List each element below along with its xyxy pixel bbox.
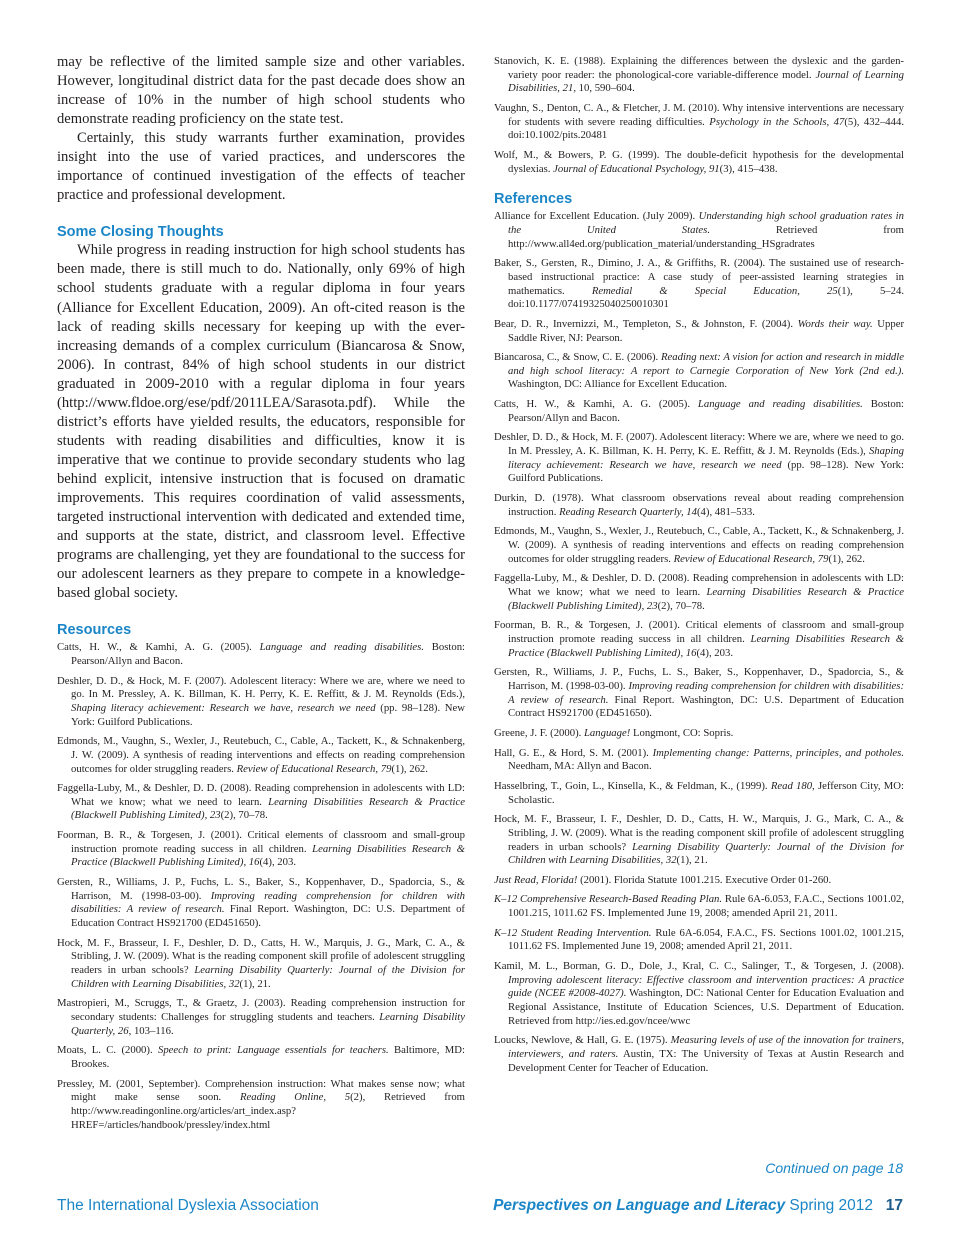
ref-text: Alliance for Excellent Education. (July 2009).: [494, 210, 699, 223]
reference-entry: [494, 351, 904, 392]
footer-organization: The International Dyslexia Association: [57, 1197, 319, 1214]
reference-entry: [494, 102, 904, 143]
ref-details: (pp. 98–128). New York: Guilford Publications.: [71, 701, 465, 728]
resources-heading: Resources: [57, 622, 132, 639]
ref-text: Greene, J. F. (2000).: [494, 726, 584, 739]
ref-title: Remedial & Special Education, 25: [591, 284, 838, 297]
ref-text: Faggella-Luby, M., & Deshler, D. D. (2008). Reading comprehension in adolescents with LD: What we know; what we need to learn.: [494, 572, 904, 598]
ref-details: Rule 6A-6.053, F.A.C., Sections 1001.02, 1001.215, 1011.62 FS. Implemented June 19, 2008; amended April 21, 2011.: [508, 893, 904, 920]
resource-entry: [57, 641, 465, 668]
reference-entry: [494, 927, 904, 954]
closing-thoughts-heading: Some Closing Thoughts: [57, 224, 224, 241]
reference-entry: [494, 149, 904, 176]
ref-title: Learning Disability Quarterly: Journal of the Division for Children with Learning Disabilities, 32: [508, 840, 904, 867]
ref-text: Foorman, B. R., & Torgesen, J. (2001). Critical elements of classroom and small-group instruction promote reading success in all children.: [494, 619, 904, 645]
reference-entry: [494, 257, 904, 312]
ref-title: Understanding high school graduation rates in the United States.: [508, 210, 904, 236]
reference-entry: [494, 572, 904, 613]
ref-details: 10, 590–604.: [576, 82, 635, 95]
references-list: [494, 210, 904, 1075]
reference-entry: [494, 727, 904, 741]
ref-details: (1), 262.: [828, 552, 865, 565]
ref-text: Hock, M. F., Brasseur, I. F., Deshler, D. D., Catts, H. W., Marquis, J. G., Mark, C. A., & Stribling, J. W. (2009). What is the reading component skill profile of adolescent struggling readers in urban schools?: [57, 936, 465, 977]
ref-details: Washington, DC: Alliance for Excellent Education.: [508, 378, 728, 391]
reference-entry: [494, 747, 904, 774]
reference-entry: [494, 525, 904, 566]
ref-details: Final Report. Washington, DC: U.S. Department of Education Contract HS921700 (ED451650).: [508, 693, 904, 720]
ref-title: Improving reading comprehension for children with disabilities: A review of research.: [508, 679, 904, 706]
page-footer: [57, 1197, 903, 1219]
ref-title: Reading next: A vision for action and research in middle and high school literacy: A report to Carnegie Corporation of New York (2nd ed.).: [508, 351, 904, 377]
ref-details: Baltimore, MD: Brookes.: [71, 1044, 465, 1070]
ref-details: Boston: Pearson/Allyn and Bacon.: [508, 398, 905, 424]
ref-text: Edmonds, M., Vaughn, S., Wexler, J., Reutebuch, C., Cable, A., Tackett, K., & Schnakenberg, J. W. (2009). A synthesis of reading interventions and effects on reading comprehension outcomes for older struggling readers.: [57, 735, 465, 775]
references-heading: References: [494, 191, 573, 208]
resource-entry: [57, 937, 465, 992]
footer-issue: Spring 2012: [789, 1197, 873, 1214]
right-column: [494, 53, 904, 1081]
ref-details: (5), 432–444. doi:10.1002/pits.20481: [508, 115, 904, 142]
ref-text: Gersten, R., Williams, J. P., Fuchs, L. S., Baker, S., Koppenhaver, D., Spadorcia, S., & Harrison, M. (1998-03-00).: [57, 876, 465, 902]
ref-title: Learning Disability Quarterly, 26: [71, 1011, 465, 1037]
resources-list: [57, 641, 465, 1132]
ref-title: Words their way.: [797, 317, 873, 330]
reference-entry: [494, 318, 904, 345]
ref-details: (2001). Florida Statute 1001.215. Executive Order 01-260.: [577, 873, 832, 886]
ref-text: Vaughn, S., Denton, C. A., & Fletcher, J. M. (2010). Why intensive interventions are necessary for students with severe reading difficulties.: [494, 101, 904, 128]
ref-title: Learning Disabilities Research & Practice (Blackwell Publishing Limited), 16: [71, 842, 465, 869]
ref-title: Implementing change: Patterns, principles, and potholes.: [652, 746, 904, 759]
continued-link[interactable]: Continued on page 18: [765, 1160, 903, 1176]
ref-details: , 103–116.: [128, 1024, 174, 1037]
ref-title: Shaping literacy achievement: Research we have, research we need: [508, 445, 904, 471]
ref-text: Baker, S., Gersten, R., Dimino, J. A., & Griffiths, R. (2004). The sustained use of research-based instructional practice: A case study of peer-assisted learning strategies in mathematics.: [494, 257, 904, 297]
ref-details: Rule 6A-6.054, F.A.C., FS. Sections 1001.02, 1001.215, 1011.62 FS. Implemented June 19, 2008; amended April 21, 2011.: [508, 926, 904, 953]
reference-entry: [494, 893, 904, 920]
reference-entry: [494, 960, 904, 1028]
ref-text: Stanovich, K. E. (1988). Explaining the differences between the dyslexic and the garden-variety poor reader: the phonological-core variable-difference model.: [494, 55, 904, 81]
ref-title: Psychology in the Schools, 47: [709, 115, 845, 128]
ref-details: Boston: Pearson/Allyn and Bacon.: [71, 641, 466, 667]
ref-text: Faggella-Luby, M., & Deshler, D. D. (2008). Reading comprehension in adolescents with LD: What we know; what we need to learn.: [57, 782, 465, 808]
ref-details: Final Report. Washington, DC: U.S. Department of Education Contract HS921700 (ED451650).: [71, 903, 465, 930]
ref-text: Bear, D. R., Invernizzi, M., Templeton, S., & Johnston, F. (2004).: [494, 317, 798, 330]
left-column: [57, 53, 465, 1138]
ref-title: K–12 Student Reading Intervention.: [494, 926, 652, 939]
ref-details: (1), 21.: [239, 977, 271, 990]
ref-text: Hasselbring, T., Goin, L., Kinsella, K., & Feldman, K., (1999).: [494, 779, 771, 792]
reference-entry: [494, 780, 904, 807]
reference-entry: [494, 619, 904, 660]
continued-references-list: [494, 55, 904, 176]
resource-entry: [57, 1044, 465, 1071]
closing-thoughts-paragraph: While progress in reading instruction for high school students has been made, there is still much to do. Nationally, only 69% of high school students graduate with a regular diploma in four years (Alliance for Excellent Education, 2009). An oft-cited reason is the lack of reading skills necessary for keeping up with the ever-increasing demands of a complex curriculum (Biancarosa & Snow, 2006). In contrast, 84% of high school students in our district graduated in 2009-2010 with a regular diploma in four years (http://www.fldoe.org/ese/pdf/2011LEA/Sarasota.pdf). While the district’s efforts have yielded results, the educators, responsible for students with reading disabilities and difficulties, know it is imperative that we continue to provide secondary students who lag behind explicit, intensive instruction that is focused on dramatic improvements. This requires coordination of valid assessments, targeted instructional intervention with dedicated and extended time, and supports at the state, district, and classroom level. Effective programs are challenging, yet they are foundational to the success for our adolescent learners as they prepare to compete in a knowledge-based global society.: [57, 242, 465, 602]
ref-details: Austin, TX: The University of Texas at Austin Research and Development Center for Teacher of Education.: [508, 1048, 904, 1074]
footer-journal: [493, 1197, 873, 1215]
ref-text: Durkin, D. (1978). What classroom observations reveal about reading comprehension instruction.: [494, 492, 904, 518]
ref-details: Jefferson City, MO: Scholastic.: [508, 779, 904, 806]
ref-title: Learning Disabilities Research & Practice (Blackwell Publishing Limited), 23: [508, 586, 904, 612]
ref-title: Just Read, Florida!: [494, 873, 578, 886]
ref-text: Catts, H. W., & Kamhi, A. G. (2005).: [57, 641, 260, 654]
ref-title: Language and reading disabilities.: [697, 398, 863, 411]
page-number: 17: [885, 1197, 903, 1214]
ref-title: Review of Educational Research, 79: [236, 762, 392, 775]
ref-title: Read 180,: [770, 779, 815, 792]
ref-title: Learning Disability Quarterly: Journal of the Division for Children with Learning Disabilities, 32: [71, 964, 465, 990]
ref-details: (1), 5–24. doi:10.1177/07419325040250010301: [508, 284, 905, 311]
ref-text: Wolf, M., & Bowers, P. G. (1999). The double-deficit hypothesis for the developmental dyslexias.: [494, 148, 904, 175]
ref-text: Pressley, M. (2001, September). Comprehension instruction: What makes sense now; what might make sense soon.: [57, 1077, 465, 1104]
reference-entry: [494, 874, 904, 888]
ref-title: Shaping literacy achievement: Research we have, research we need: [71, 701, 376, 714]
ref-title: Improving adolescent literacy: Effective classroom and intervention practices: A practice guide (NCEE #2008-4027).: [508, 973, 904, 1000]
ref-title: Improving reading comprehension for children with disabilities: A review of research.: [71, 889, 466, 916]
footer-journal-name: Perspectives on Language and Literacy: [493, 1197, 786, 1214]
ref-details: (4), 481–533.: [696, 505, 755, 518]
resource-entry: [57, 829, 465, 870]
ref-details: (2), 70–78.: [657, 599, 705, 612]
ref-text: Gersten, R., Williams, J. P., Fuchs, L. S., Baker, S., Koppenhaver, D., Spadorcia, S., & Harrison, M. (1998-03-00).: [494, 666, 904, 692]
ref-details: (1), 262.: [391, 762, 428, 775]
ref-details: Retrieved from http://www.all4ed.org/publication_material/understanding_HSgradrates: [508, 223, 904, 250]
ref-text: Kamil, M. L., Borman, G. D., Dole, J., Kral, C. C., Salinger, T., & Torgesen, J. (2008).: [494, 960, 904, 973]
ref-text: Hall, G. E., & Hord, S. M. (2001).: [494, 746, 653, 759]
ref-details: (3), 415–438.: [719, 162, 778, 175]
ref-text: Deshler, D. D., & Hock, M. F. (2007). Adolescent literacy: Where we are, where we need to go. In M. Pressley, A. K. Billman, K. H. Perry, K. E. Reffitt, & J. M. Reynolds (Eds.),: [494, 431, 904, 458]
reference-entry: [494, 398, 904, 425]
ref-details: (2), Retrieved from http://www.readingonline.org/articles/art_index.asp?HREF=/articles/handbook/pressley/index.html: [71, 1091, 465, 1131]
ref-text: Deshler, D. D., & Hock, M. F. (2007). Adolescent literacy: Where we are, where we need to go. In M. Pressley, A. K. Billman, K. H. Perry, K. E. Reffitt, & J. M. Reynolds (Eds.),: [57, 674, 465, 701]
ref-title: Journal of Educational Psychology, 91: [553, 162, 720, 175]
resource-entry: [57, 1078, 465, 1133]
reference-entry: [494, 1034, 904, 1075]
ref-details: Longmont, CO: Sopris.: [630, 726, 734, 739]
ref-title: Learning Disabilities Research & Practice (Blackwell Publishing Limited), 16: [508, 632, 905, 659]
ref-details: (1), 21.: [676, 854, 708, 867]
ref-title: Speech to print: Language essentials for teachers.: [157, 1044, 389, 1057]
ref-details: (4), 203.: [259, 856, 296, 869]
reference-entry: [494, 666, 904, 721]
resource-entry: [57, 782, 465, 823]
intro-paragraph-2: Certainly, this study warrants further examination, provides insight into the use of varied practices, and underscores the importance of continued investigation of the effects of teacher practice and professional development.: [57, 130, 465, 204]
ref-details: Needham, MA: Allyn and Bacon.: [508, 760, 652, 773]
ref-text: Biancarosa, C., & Snow, C. E. (2006).: [494, 351, 661, 364]
resource-entry: [57, 675, 465, 730]
ref-title: Learning Disabilities Research & Practice (Blackwell Publishing Limited), 23: [71, 795, 465, 822]
ref-details: Upper Saddle River, NJ: Pearson.: [508, 317, 905, 344]
ref-text: Hock, M. F., Brasseur, I. F., Deshler, D. D., Catts, H. W., Marquis, J. G., Mark, C. A., & Stribling, J. W. (2009). What is the reading component skill profile of adolescent struggling readers in urban schools?: [494, 813, 904, 853]
reference-entry: [494, 210, 904, 251]
reference-entry: [494, 431, 904, 486]
resource-entry: [57, 735, 465, 776]
ref-title: Review of Educational Research, 79: [673, 552, 829, 565]
ref-text: Catts, H. W., & Kamhi, A. G. (2005).: [494, 398, 698, 411]
ref-details: (pp. 98–128). New York: Guilford Publications.: [508, 458, 904, 485]
ref-title: Language and reading disabilities.: [259, 641, 425, 654]
ref-text: Moats, L. C. (2000).: [57, 1044, 158, 1057]
ref-title: Reading Online, 5: [239, 1091, 351, 1104]
ref-title: Reading Research Quarterly, 14: [559, 505, 697, 518]
ref-title: Language!: [583, 726, 631, 739]
ref-text: Foorman, B. R., & Torgesen, J. (2001). Critical elements of classroom and small-group instruction promote reading success in all children.: [57, 829, 465, 855]
ref-title: Journal of Learning Disabilities, 21,: [508, 68, 904, 95]
ref-details: (2), 70–78.: [220, 809, 268, 822]
ref-title: K–12 Comprehensive Research-Based Reading Plan.: [494, 893, 723, 906]
ref-details: Washington, DC: National Center for Education Evaluation and Regional Assistance, Institute of Education Sciences, U.S. Department of Education. Retrieved from http://ies.ed.gov/ncee/wwc: [508, 987, 904, 1027]
reference-entry: [494, 813, 904, 868]
reference-entry: [494, 492, 904, 519]
resource-entry: [57, 997, 465, 1038]
ref-text: Mastropieri, M., Scruggs, T., & Graetz, J. (2003). Reading comprehension instruction for secondary students: Challenges for struggling students and teachers.: [57, 997, 465, 1024]
resource-entry: [57, 876, 465, 931]
ref-title: Measuring levels of use of the innovation for trainers, interviewers, and raters.: [508, 1034, 904, 1061]
ref-details: (4), 203.: [696, 646, 733, 659]
ref-text: Loucks, Newlove, & Hall, G. E. (1975).: [494, 1034, 671, 1047]
ref-text: Edmonds, M., Vaughn, S., Wexler, J., Reutebuch, C., Cable, A., Tackett, K., & Schnakenberg, J. W. (2009). A synthesis of reading interventions and effects on reading comprehension outcomes for older struggling readers.: [494, 525, 904, 565]
intro-paragraph-1: may be reflective of the limited sample size and other variables. However, longitudinal district data for the past decade does show an increase of 10% in the number of high school students who demonstrate reading proficiency on the state test.: [57, 54, 465, 128]
reference-entry: [494, 55, 904, 96]
